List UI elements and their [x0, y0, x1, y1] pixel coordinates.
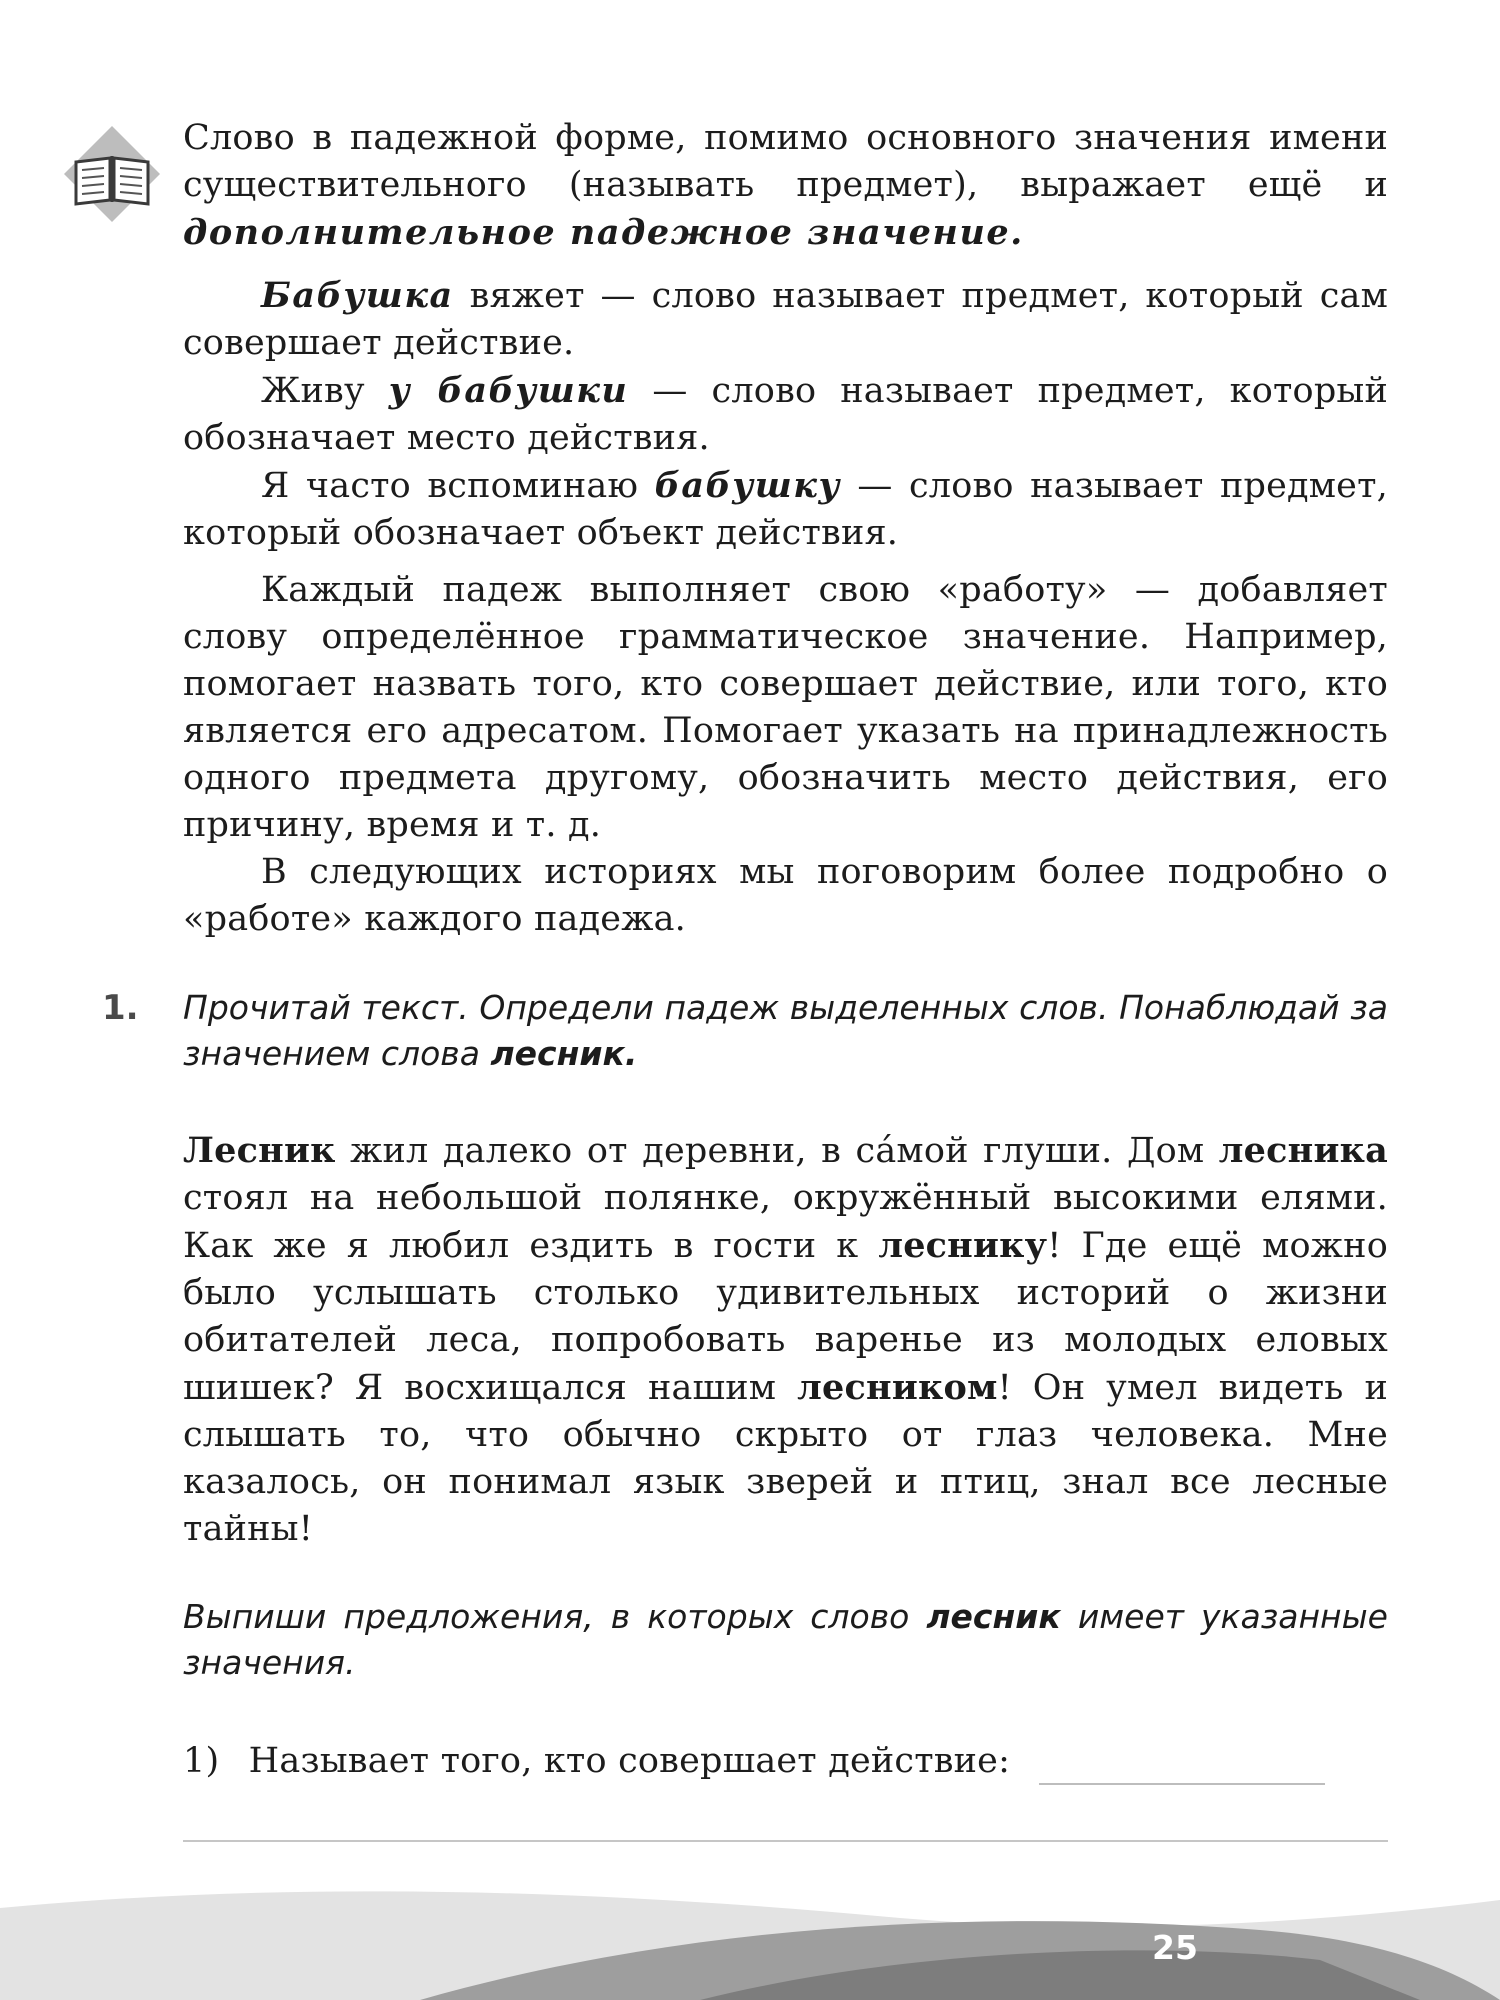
paragraph-2: В следующих историях мы поговорим более подробно о «работе» каждого падежа. — [183, 852, 1388, 939]
example-bold-word: у бабушки — [388, 370, 629, 411]
answer-line[interactable] — [1039, 1753, 1325, 1785]
story-fragment: стоял на небольшой полянке, окружённый высокими елями. Как же я любил ездить в гости к — [183, 1178, 1388, 1266]
explanation — [183, 567, 1388, 943]
rule-text — [183, 115, 1388, 257]
example-rest: вяжет — слово называет предмет, который сам совершает действие. — [183, 276, 1388, 363]
story-fragment: ! Он умел видеть и слышать то, что обычно скрыто от глаз человека. Мне казалось, он понимал язык зверей и птиц, знал все лесные тайны! — [183, 1368, 1388, 1549]
task2-instruction — [183, 1594, 1388, 1686]
example-rest: — слово называет предмет, который обозначает объект действия. — [183, 466, 1388, 553]
paragraph-1: Каждый падеж выполняет свою «работу» — добавляет слову определённое грамматическое значение. Например, помогает назвать того, кто совершает действие, или того, кто является его адресатом. Помогает указать на принадлежность одного предмета другому, обозначить место действия, его причину, время и т. д. — [183, 570, 1388, 845]
highlighted-word: лесника — [1218, 1130, 1388, 1171]
task2-text: имеет указанные значения. — [183, 1597, 1388, 1682]
task2-text: Выпиши предложения, в которых слово — [183, 1597, 927, 1636]
rule-text-bold: дополнительное падежное значение. — [183, 212, 1024, 253]
page-number: 25 — [1152, 1928, 1198, 1967]
footer-wave — [0, 1880, 1500, 2000]
task2-bold: лесник — [926, 1597, 1061, 1636]
example-bold-word: бабушку — [654, 465, 841, 506]
task-instruction — [183, 985, 1388, 1077]
task-instruction-text: Прочитай текст. Определи падеж выделенных слов. Понаблюдай за значением слова — [183, 988, 1388, 1073]
example-1 — [183, 272, 1388, 367]
book-icon — [62, 124, 162, 224]
example-2 — [183, 367, 1388, 462]
answer-prompt: Называет того, кто совершает действие: — [248, 1741, 1011, 1781]
answer-line-2[interactable] — [183, 1840, 1388, 1842]
examples — [183, 272, 1388, 557]
story-fragment: жил далеко от деревни, в са́мой глуши. Дом — [335, 1131, 1219, 1171]
example-lead: Живу — [261, 371, 389, 411]
highlighted-word: леснику — [878, 1225, 1048, 1266]
answer-number: 1) — [183, 1741, 220, 1781]
example-lead: Я часто вспоминаю — [261, 466, 655, 506]
task-instruction-bold: лесник. — [490, 1034, 638, 1073]
answer-1 — [183, 1738, 1388, 1785]
rule-text-plain: Слово в падежной форме, помимо основного значения имени существительного (называть предмет), выражает ещё и — [183, 118, 1388, 205]
story-text — [183, 1127, 1388, 1553]
task-number: 1. — [102, 988, 139, 1028]
highlighted-word: Лесник — [183, 1130, 336, 1171]
story-fragment: ! Где ещё можно было услышать столько удивительных историй о жизни обитателей леса, попробовать варенье из молодых еловых шишек? Я восхищался нашим — [183, 1226, 1388, 1408]
example-bold-word: Бабушка — [261, 275, 454, 316]
example-rest: — слово называет предмет, который обозначает место действия. — [183, 371, 1389, 458]
example-3 — [183, 462, 1388, 557]
highlighted-word: лесником — [797, 1367, 998, 1408]
